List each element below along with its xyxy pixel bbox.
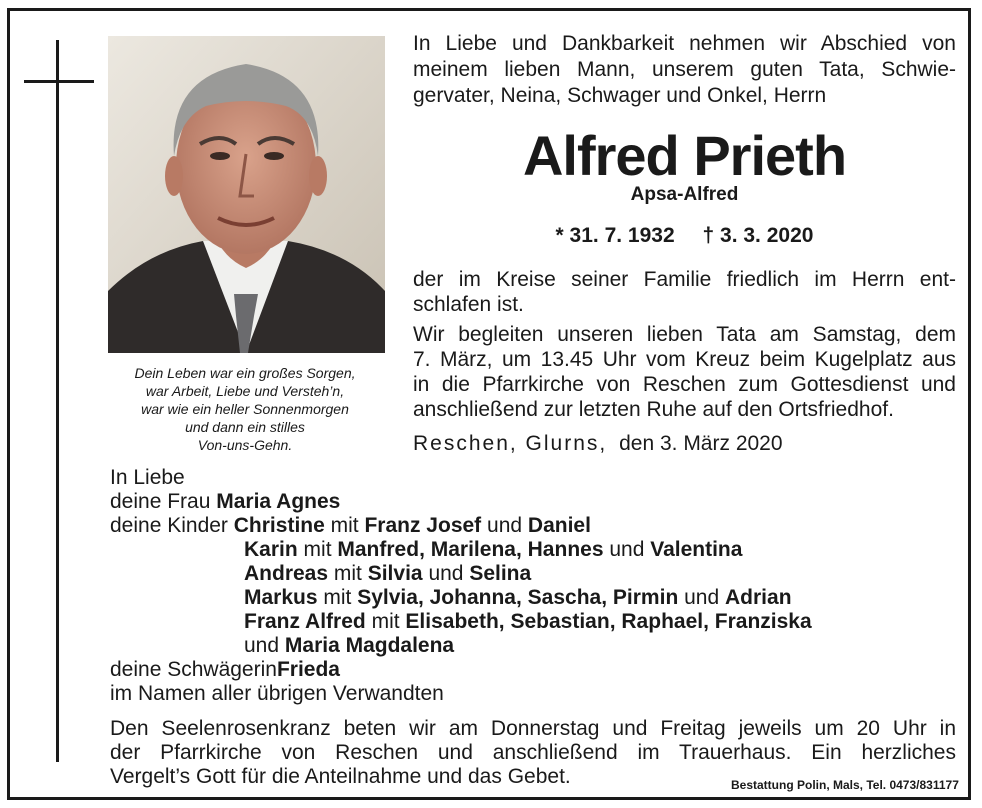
cross-icon-vertical [56,40,59,762]
funeral-line: 7. März, um 13.45 Uhr vom Kreuz beim Kugelplatz aus [413,348,956,371]
comma: , [498,610,505,633]
grandchild-name: Adrian [725,586,792,609]
life-dates [413,223,956,249]
portrait-photo [108,36,385,353]
children-prefix: deine Kinder [110,514,228,537]
poem [100,364,390,454]
intro-text [413,31,956,109]
grandchild-name: Selina [469,562,532,585]
grandchild-name: Sebastian [510,610,610,633]
intro-line: In Liebe und Dankbarkeit nehmen wir Abschied von [413,32,956,55]
poem-line: und dann ein stilles [185,419,305,435]
funeral-line: in die Pfarrkirche von Reschen zum Gottesdienst und [413,373,956,396]
comma: , [703,610,709,633]
birth-date: * 31. 7. 1932 [555,224,675,247]
intro-line: gervater, Neina, Schwager und Onkel, Herrn [413,84,827,107]
family-children-row [110,562,956,586]
wife-name: Maria Agnes [216,490,341,513]
funeral-text [413,322,956,422]
grandchild-name: Hannes [527,538,604,561]
family-children-row [110,514,956,538]
place-location: Reschen, Glurns, [413,432,608,455]
portrait-image [108,36,385,353]
family-relatives-row: im Namen aller übrigen Verwandten [110,682,444,705]
child-name: Karin [244,538,298,561]
grandchild-name: Pirmin [612,586,679,609]
partner-name: Elisabeth [405,610,499,633]
passing-text [413,267,956,317]
passing-line: der im Kreise seiner Familie friedlich im Herrn ent- [413,268,956,291]
closing-line: Den Seelenrosenkranz beten wir am Donnerstag und Freitag jeweils um 20 Uhr in [110,717,956,740]
undertaker-info: Bestattung Polin, Mals, Tel. 0473/831177 [731,778,959,792]
family-wife-row [110,490,956,514]
grandchild-name: Raphael [621,610,704,633]
partner-name: Silvia [367,562,423,585]
child-name: Andreas [244,562,329,585]
comma: , [417,586,424,609]
passing-line: schlafen ist. [413,293,524,316]
closing-line: Vergelt’s Gott für die Anteilnahme und das Gebet. [110,765,571,788]
deceased-nickname: Apsa-Alfred [630,184,739,205]
child-name: Maria Magdalena [284,634,455,657]
family-children-row [110,586,956,610]
grandchild-name: Johanna [429,586,516,609]
family-intro: In Liebe [110,466,185,489]
grandchild-name: Marilena [430,538,516,561]
grandchild-name: Valentina [650,538,743,561]
with-word: mit [323,586,352,609]
family-children-row [110,634,956,658]
comma: , [609,610,616,633]
and-word: und [428,562,464,585]
and-word: und [487,514,523,537]
cross-icon-horizontal [24,80,94,83]
intro-line: meinem lieben Mann, unserem guten Tata, Schwie- [413,58,956,81]
family-list [110,466,956,706]
partner-name: Manfred [337,538,420,561]
funeral-line: anschließend zur letzten Ruhe auf den Ortsfriedhof. [413,398,894,421]
sister-in-law-name: Frieda [276,658,340,681]
grandchild-name: Franziska [714,610,812,633]
place-date [413,431,956,457]
sister-in-law-prefix: deine Schwägerin [110,658,277,681]
and-word: und [244,634,280,657]
comma: , [601,586,608,609]
deceased-name: Alfred Prieth [522,124,847,187]
comma: , [515,538,522,561]
child-name: Markus [244,586,318,609]
and-word: und [684,586,720,609]
partner-name: Sylvia [357,586,418,609]
poem-line: war Arbeit, Liebe und Versteh’n, [145,383,345,399]
with-word: mit [333,562,362,585]
wife-prefix: deine Frau [110,490,211,513]
with-word: mit [371,610,400,633]
family-sister-in-law-row [110,658,956,682]
grandchild-name: Daniel [527,514,591,537]
place-date-text: den 3. März 2020 [619,432,783,455]
poem-line: war wie ein heller Sonnenmorgen [141,401,349,417]
funeral-line: Wir begleiten unseren lieben Tata am Samstag, dem [413,323,956,346]
poem-line: Dein Leben war ein großes Sorgen, [134,365,356,381]
child-name: Christine [233,514,325,537]
child-name: Franz Alfred [244,610,366,633]
grandchild-name: Sascha [527,586,602,609]
partner-name: Franz Josef [364,514,482,537]
death-date: † 3. 3. 2020 [702,224,814,247]
with-word: mit [303,538,332,561]
family-children-row [110,538,956,562]
closing-line: der Pfarrkirche von Reschen und anschließend im Trauerhaus. Ein herzliches [110,741,956,764]
and-word: und [609,538,645,561]
comma: , [419,538,425,561]
poem-line: Von-uns-Gehn. [197,437,293,453]
family-children-row [110,610,956,634]
comma: , [515,586,522,609]
with-word: mit [330,514,359,537]
